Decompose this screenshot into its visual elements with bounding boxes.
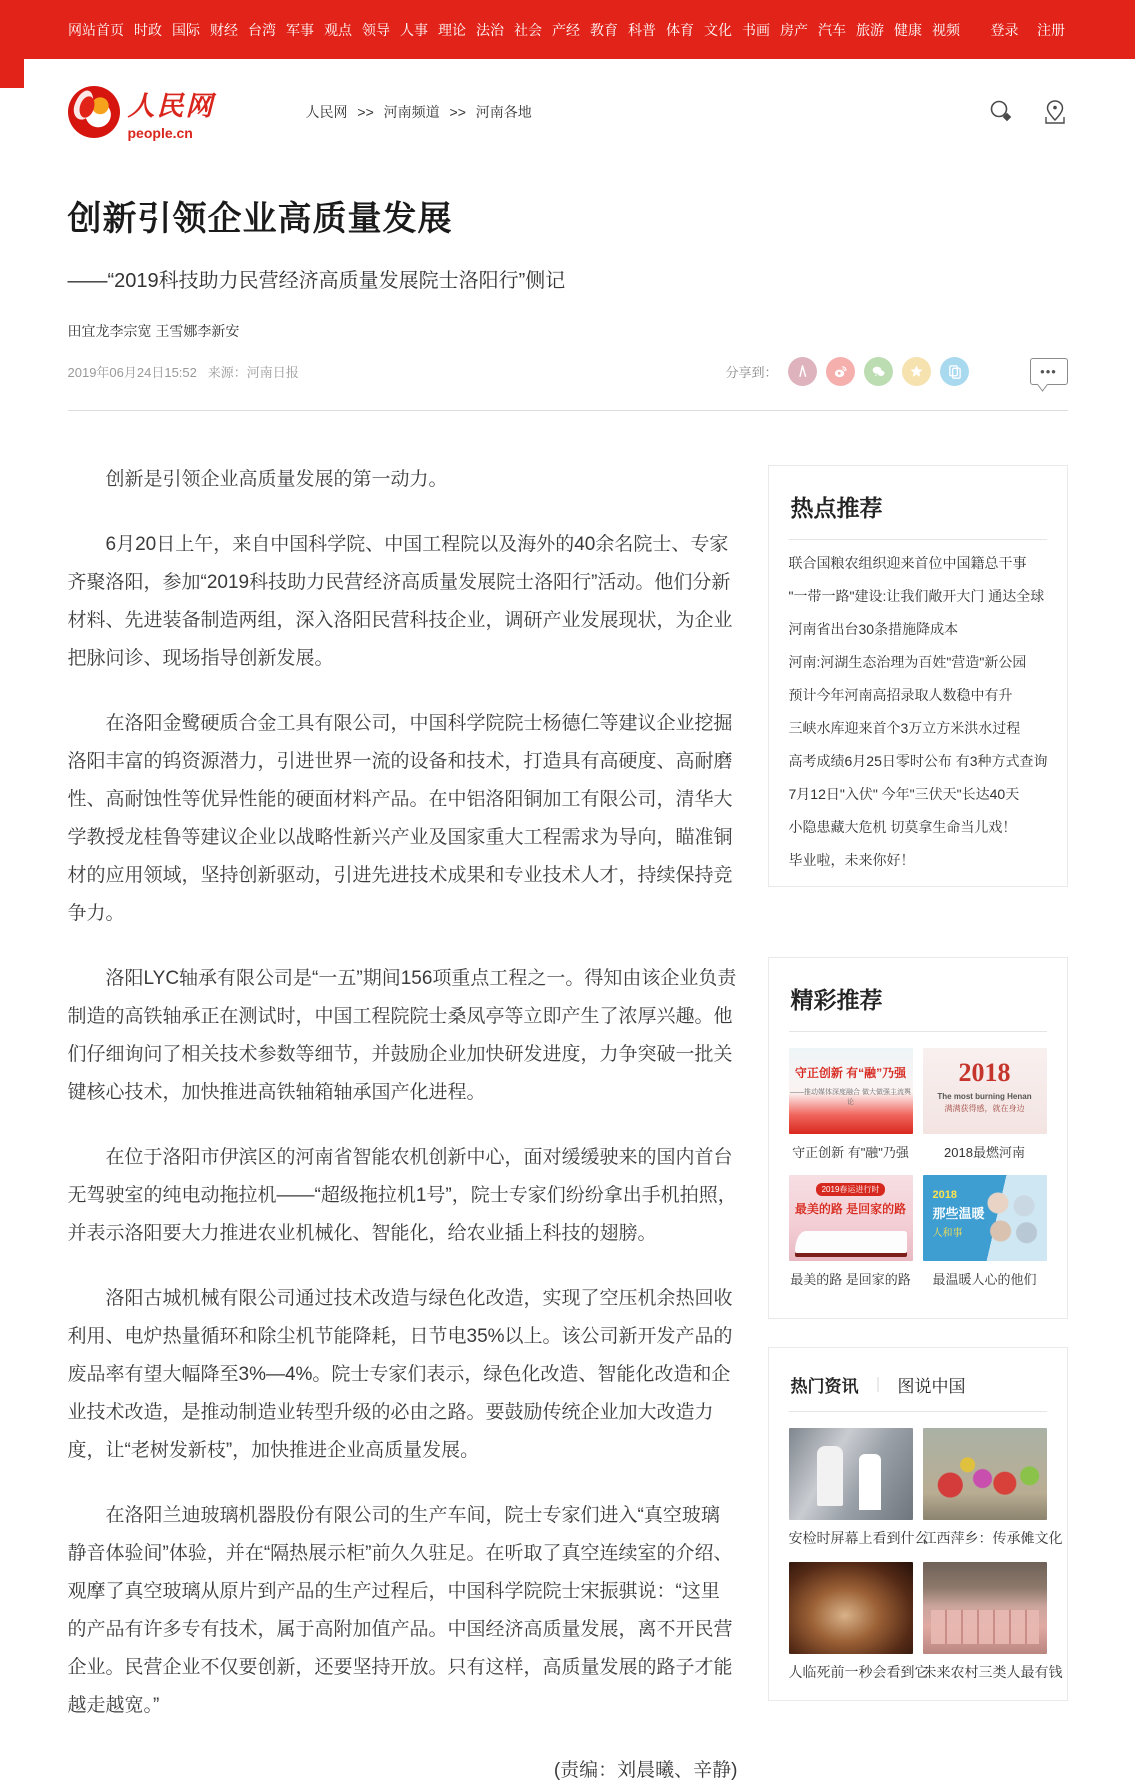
list-item	[789, 652, 1047, 672]
login-link[interactable]: 登录	[990, 21, 1019, 38]
thumb-text: 2019春运进行时	[816, 1183, 886, 1196]
thumb-text: 满满获得感，就在身边	[944, 1104, 1025, 1113]
nav-item-health[interactable]: 健康	[894, 21, 922, 38]
list-item	[789, 784, 1047, 804]
hot-link-7[interactable]: 高考成绩6月25日零时公布 有3种方式查询	[788, 753, 1048, 769]
thumb-text: 人和事	[932, 1228, 963, 1239]
nav-item-society[interactable]: 社会	[514, 21, 542, 38]
thumb-text: 最美的路 是回家的路	[794, 1202, 907, 1216]
register-link[interactable]: 注册	[1037, 21, 1065, 38]
article-date: 2019年06月24日15:52	[67, 365, 197, 380]
location-icon[interactable]	[1042, 99, 1068, 125]
breadcrumb-separator: >>	[449, 104, 466, 120]
hot-link-6[interactable]: 三峡水库迎来首个3万立方米洪水过程	[788, 720, 1021, 736]
breadcrumb	[306, 102, 532, 122]
wechat-share-icon[interactable]	[864, 357, 893, 386]
article-subtitle: ——“2019科技助力民营经济高质量发展院士洛阳行”侧记	[67, 270, 566, 292]
nav-item-law[interactable]: 法治	[476, 21, 504, 38]
thumbnail-image	[923, 1562, 1047, 1654]
nav-item-auto[interactable]: 汽车	[818, 21, 846, 38]
people-share-icon[interactable]	[788, 357, 817, 386]
card-caption: 守正创新 有"融"乃强	[792, 1145, 909, 1160]
nav-item-politics[interactable]: 时政	[134, 21, 162, 38]
card-caption: 最温暖人心的他们	[932, 1272, 1037, 1287]
breadcrumb-henan-local[interactable]: 河南各地	[475, 104, 532, 120]
nav-item-travel[interactable]: 旅游	[856, 21, 884, 38]
article-meta-row	[68, 357, 1068, 386]
nav-item-opinion[interactable]: 观点	[324, 21, 352, 38]
nav-item-finance[interactable]: 财经	[210, 21, 238, 38]
nav-item-personnel[interactable]: 人事	[400, 21, 428, 38]
hot-link-2[interactable]: "一带一路"建设:让我们敞开大门 通达全球	[788, 588, 1045, 604]
featured-card-4[interactable]	[923, 1175, 1047, 1288]
hot-recommend-title: 热点推荐	[789, 484, 1047, 540]
editor-credit: (责编：刘晨曦、辛静)	[553, 1760, 738, 1781]
list-item	[789, 817, 1047, 837]
article-paragraph: 6月20日上午，来自中国科学院、中国工程院以及海外的40余名院士、专家齐聚洛阳，参加“2019科技助力民营经济高质量发展院士洛阳行”活动。他们分新材料、先进装备制造两组，深入洛阳民营科技企业，调研产业发展现状，为企业把脉问诊、现场指导创新发展。	[67, 534, 733, 669]
list-item	[789, 718, 1047, 738]
breadcrumb-people[interactable]: 人民网	[305, 104, 348, 120]
top-navigation-bar	[0, 0, 1135, 59]
card-caption: 江西萍乡：传承傩文化	[922, 1530, 1063, 1546]
featured-card-2[interactable]	[923, 1048, 1047, 1161]
thumb-text: 2018	[932, 1189, 957, 1201]
tab-hot-news[interactable]: 热门资讯	[790, 1377, 859, 1396]
card-caption: 安检时屏幕上看到什么	[788, 1530, 929, 1546]
hot-link-5[interactable]: 预计今年河南高招录取人数稳中有升	[788, 687, 1013, 703]
news-card-2[interactable]	[922, 1428, 1063, 1548]
nav-item-realestate[interactable]: 房产	[780, 21, 808, 38]
featured-card-1[interactable]	[789, 1048, 913, 1161]
article-body	[68, 411, 738, 1790]
news-card-1[interactable]	[788, 1428, 929, 1548]
nav-item-education[interactable]: 教育	[590, 21, 618, 38]
hot-link-1[interactable]: 联合国粮农组织迎来首位中国籍总干事	[788, 555, 1027, 571]
thumb-text: The most burning Henan	[937, 1092, 1032, 1101]
article-source: 来源：河南日报	[207, 365, 299, 380]
nav-edge-marker	[0, 57, 24, 88]
hot-link-3[interactable]: 河南省出台30条措施降成本	[788, 621, 959, 637]
tab-pictures-china[interactable]: 图说中国	[897, 1377, 966, 1396]
hot-link-9[interactable]: 小隐患藏大危机 切莫拿生命当儿戏！	[788, 819, 1017, 835]
thumbnail-image	[789, 1048, 913, 1134]
thumb-text: 那些温暖	[932, 1206, 985, 1221]
breadcrumb-henan-channel[interactable]: 河南频道	[383, 104, 440, 120]
hot-news-panel	[768, 1347, 1068, 1701]
list-item	[789, 586, 1047, 606]
article-authors: 田宜龙李宗宽 王雪娜李新安	[67, 323, 240, 339]
nav-item-home[interactable]: 网站首页	[68, 21, 124, 38]
card-caption: 人临死前一秒会看到它	[788, 1664, 929, 1680]
weibo-share-icon[interactable]	[826, 357, 855, 386]
people-cn-logo[interactable]	[68, 84, 228, 141]
list-item	[789, 751, 1047, 771]
nav-item-culture[interactable]: 文化	[704, 21, 732, 38]
comment-icon[interactable]: •••	[1030, 358, 1068, 385]
thumbnail-image	[789, 1175, 913, 1261]
nav-item-taiwan[interactable]: 台湾	[248, 21, 276, 38]
search-icon[interactable]	[988, 99, 1014, 125]
thumbnail-image	[789, 1562, 913, 1654]
featured-card-3[interactable]	[789, 1175, 913, 1288]
thumbnail-image	[789, 1428, 913, 1520]
article-paragraph: 在洛阳金鹭硬质合金工具有限公司，中国科学院院士杨德仁等建议企业挖掘洛阳丰富的钨资源潜力，引进世界一流的设备和技术，打造具有高硬度、高耐磨性、高耐蚀性等优异性能的硬面材料产品。在中铝洛阳铜加工有限公司，清华大学教授龙桂鲁等建议企业以战略性新兴产业及国家重大工程需求为导向，瞄准铜材的应用领域，坚持创新驱动，引进先进技术成果和专业技术人才，持续保持竞争力。	[67, 713, 733, 924]
logo-title: 人民网	[127, 90, 215, 121]
thumbnail-image	[923, 1175, 1047, 1261]
site-header	[68, 59, 1068, 165]
card-caption: 2018最燃河南	[944, 1145, 1025, 1160]
nav-item-theory[interactable]: 理论	[438, 21, 466, 38]
featured-recommend-panel	[768, 957, 1068, 1319]
hot-link-8[interactable]: 7月12日"入伏" 今年"三伏天"长达40天	[788, 786, 1020, 802]
hot-recommend-panel	[768, 465, 1068, 887]
article-paragraph: 创新是引领企业高质量发展的第一动力。	[105, 469, 448, 490]
qzone-share-icon[interactable]	[902, 357, 931, 386]
page-title: 创新引领企业高质量发展	[67, 200, 453, 238]
article-date-source	[68, 362, 299, 381]
thumb-text: 守正创新 有“融”乃强	[794, 1066, 907, 1080]
nav-item-sports[interactable]: 体育	[666, 21, 694, 38]
article-paragraph: 在洛阳兰迪玻璃机器股份有限公司的生产车间，院士专家们进入“真空玻璃静音体验间”体验，并在“隔热展示柜”前久久驻足。在听取了真空连续室的介绍、观摩了真空玻璃从原片到产品的生产过程后，中国科学院院士宋振骐说：“这里的产品有许多专有技术，属于高附加值产品。中国经济高质量发展，离不开民营企业。民营企业不仅要创新，还要坚持开放。只有这样，高质量发展的路子才能越走越宽。”	[67, 1505, 733, 1716]
featured-recommend-title: 精彩推荐	[789, 976, 1047, 1032]
people-cn-logo-icon	[68, 86, 120, 138]
card-caption: 未来农村三类人最有钱	[922, 1664, 1063, 1680]
nav-item-leaders[interactable]: 领导	[362, 21, 390, 38]
hot-link-4[interactable]: 河南:河湖生态治理为百姓"营造"新公园	[788, 654, 1027, 670]
nav-item-world[interactable]: 国际	[172, 21, 200, 38]
article-paragraph: 洛阳古城机械有限公司通过技术改造与绿色化改造，实现了空压机余热回收利用、电炉热量循环和除尘机节能降耗，日节电35%以上。该公司新开发产品的废品率有望大幅降至3%—4%。院士专家们表示，绿色化改造、智能化改造和企业技术改造，是推动制造业转型升级的必由之路。要鼓励传统企业加大改造力度，让“老树发新枝”，加快推进企业高质量发展。	[67, 1288, 733, 1461]
list-item	[789, 685, 1047, 705]
nav-item-industry[interactable]: 产经	[552, 21, 580, 38]
article-paragraph: 在位于洛阳市伊滨区的河南省智能农机创新中心，面对缓缓驶来的国内首台无驾驶室的纯电动拖拉机——“超级拖拉机1号”，院士专家们纷纷拿出手机拍照，并表示洛阳要大力推进农业机械化、智能化，给农业插上科技的翅膀。	[67, 1147, 737, 1244]
list-item	[789, 850, 1047, 870]
list-item	[789, 553, 1047, 573]
list-item	[789, 619, 1047, 639]
nav-item-video[interactable]: 视频	[932, 21, 960, 38]
news-card-4[interactable]	[922, 1562, 1063, 1682]
nav-item-military[interactable]: 军事	[286, 21, 314, 38]
thumbnail-image	[923, 1048, 1047, 1134]
card-caption: 最美的路 是回家的路	[790, 1272, 911, 1287]
copy-share-icon[interactable]	[940, 357, 969, 386]
news-card-3[interactable]	[788, 1562, 929, 1682]
hot-link-10[interactable]: 毕业啦，未来你好！	[788, 852, 915, 868]
nav-item-art[interactable]: 书画	[742, 21, 770, 38]
thumb-text: 2018	[958, 1058, 1011, 1087]
article-paragraph: 洛阳LYC轴承有限公司是“一五”期间156项重点工程之一。得知由该企业负责制造的高铁轴承正在测试时，中国工程院院士桑凤亭等立即产生了浓厚兴趣。他们仔细询问了相关技术参数等细节，并鼓励企业加快研发进度，力争突破一批关键核心技术，加快推进高铁轴箱轴承国产化进程。	[67, 968, 737, 1103]
share-label: 分享到：	[725, 365, 778, 380]
thumbnail-image	[923, 1428, 1047, 1520]
sidebar	[768, 411, 1068, 1701]
logo-domain: people.cn	[127, 124, 193, 141]
breadcrumb-separator: >>	[357, 104, 374, 120]
thumb-text: ——推动媒体深度融合 做大做强主流舆论	[790, 1089, 911, 1106]
tab-separator: ｜	[870, 1377, 886, 1394]
nav-item-science[interactable]: 科普	[628, 21, 656, 38]
